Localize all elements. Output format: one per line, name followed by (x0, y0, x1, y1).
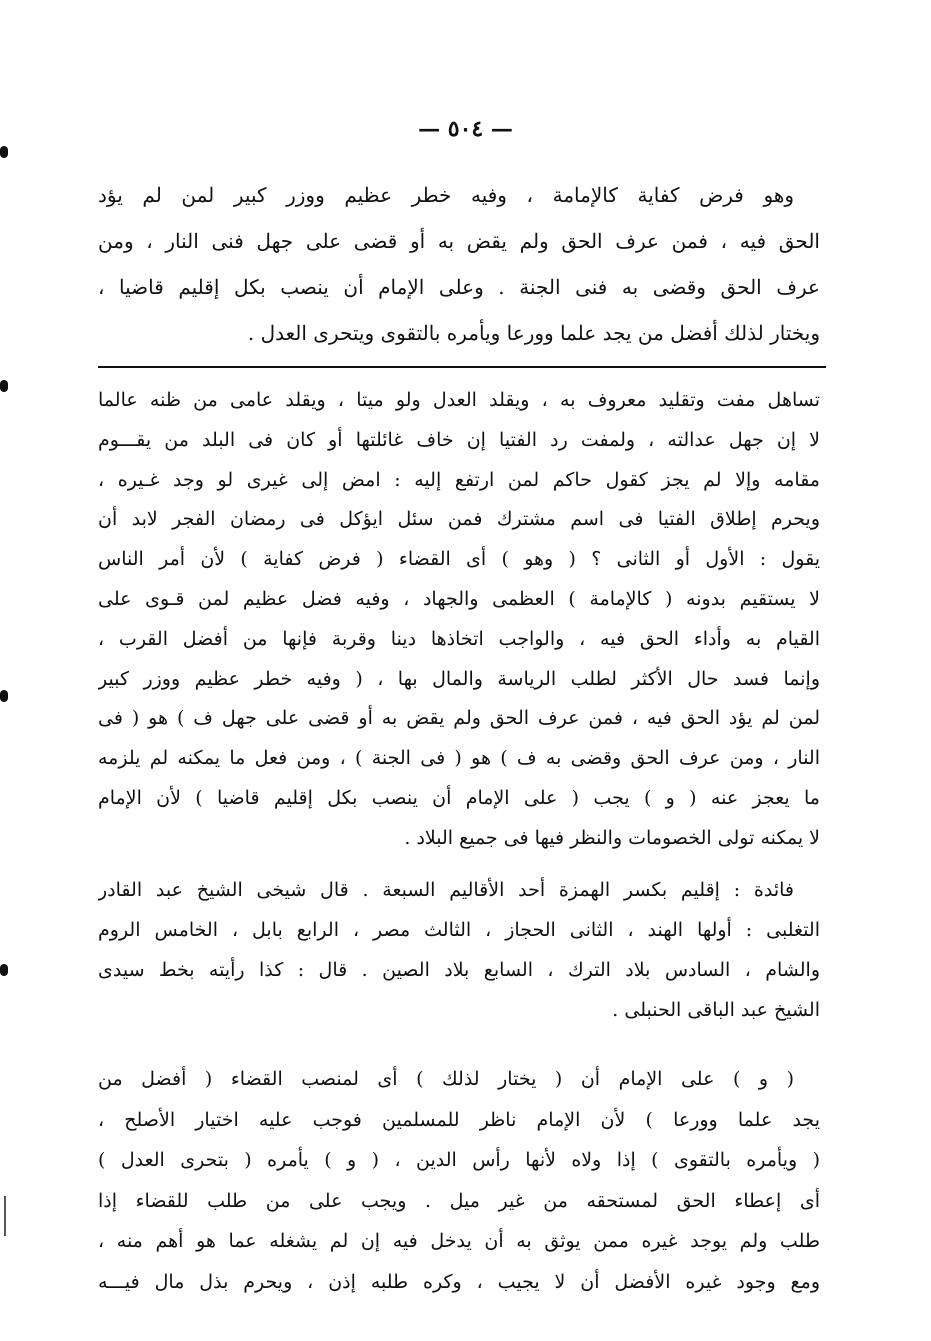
commentary-line: لا يمكنه تولى الخصومات والنظر فيها فى جميع البلاد . (404, 826, 820, 849)
main-text-line: الحق فيه ، فمن عرف الحق ولم يقض به أو قضى على جهل فنى النار ، ومن (98, 229, 820, 253)
commentary-line: القيام به وأداء الحق فيه ، والواجب اتخاذها دينا وقربة فإنها من أفضل القرب ، (98, 627, 820, 650)
commentary-line: لمن لم يؤد الحق فيه ، فمن عرف الحق ولم يقض به أو قضى على جهل ف ) هو ( فى (98, 707, 820, 730)
continuation-line: يجد علما وورعا ) لأن الإمام ناظر للمسلمين فوجب عليه اختيار الأصلح ، (98, 1108, 820, 1131)
margin-mark (0, 964, 8, 976)
continuation-line: ( و ) على الإمام أن ( يختار لذلك ) أى لمنصب القضاء ( أفضل من (98, 1068, 794, 1090)
margin-mark (4, 1196, 6, 1236)
margin-mark (0, 690, 8, 702)
page-number: — ٥٠٤ — (418, 116, 513, 142)
faida-note (98, 870, 820, 1030)
commentary-line: ويحرم إطلاق الفتيا فى اسم مشترك فمن سئل ايؤكل فى رمضان الفجر لابد أن (98, 508, 820, 531)
commentary-text (98, 381, 820, 859)
margin-mark (0, 146, 8, 158)
commentary-line: وإنما فسد حال الأكثر لطلب الرياسة والمال بها ، ( وفيه خطر عظيم ووزر كبير (98, 667, 820, 690)
faida-line: فائدة : إقليم بكسر الهمزة أحد الأقاليم السبعة . قال شيخى الشيخ عبد القادر (98, 879, 794, 901)
faida-line: التغلبى : أولها الهند ، الثانى الحجاز ، الثالث مصر ، الرابع بابل ، الخامس الروم (98, 919, 820, 941)
commentary-line: النار ، ومن عرف الحق وقضى به ف ) هو ( فى الجنة ) ، ومن فعل ما يمكنه لم يلزمه (98, 747, 820, 770)
commentary-line: لا إن جهل عدالته ، ولمفت رد الفتيا إن خاف غائلتها أو كان فى البلد من يقـــوم (98, 428, 820, 451)
margin-mark (0, 380, 8, 392)
continuation-line: ( ويأمره بالتقوى ) إذا ولاه لأنها رأس الدين ، ( و ) يأمره ( بتحرى العدل ) (98, 1149, 820, 1172)
main-text-line: وهو فرض كفاية كالإمامة ، وفيه خطر عظيم ووزر كبير لمن لم يؤد (98, 183, 794, 207)
commentary-line: يقول : الأول أو الثانى ؟ ( وهو ) أى القضاء ( فرض كفاية ) لأن أمر الناس (98, 548, 820, 571)
faida-line: والشام ، السادس بلاد الترك ، السابع بلاد الصين . قال : كذا رأيته بخط سيدى (98, 959, 820, 981)
main-text-line: عرف الحق وقضى به فنى الجنة . وعلى الإمام أن ينصب بكل إقليم قاضيا ، (98, 275, 820, 299)
main-text (98, 172, 820, 356)
commentary-line: ما يعجز عنه ( و ) يجب ( على الإمام أن ينصب بكل إقليم قاضيا ) لأن الإمام (98, 786, 820, 809)
commentary-continuation (98, 1059, 820, 1303)
commentary-line: مقامه وإلا لم يجز كقول حاكم لمن ارتفع إليه : امض إلى غيرى لو وجد غـيره ، (98, 468, 820, 491)
footnote-divider (98, 366, 826, 368)
commentary-line: تساهل مفت وتقليد معروف به ، ويقلد العدل ولو ميتا ، ويقلد عامى من ظنه عالما (98, 389, 820, 411)
commentary-line: لا يستقيم بدونه ( كالإمامة ) العظمى والجهاد ، وفيه فضل عظيم لمن قـوى على (98, 587, 820, 610)
continuation-line: طلب ولم يوجد غيره ممن يوثق به أن يدخل فيه إن لم يشغله عما هو أهم منه ، (98, 1230, 820, 1253)
main-text-line: ويختار لذلك أفضل من يجد علما وورعا ويأمره بالتقوى ويتحرى العدل . (247, 321, 820, 345)
continuation-line: أى إعطاء الحق لمستحقه من غير ميل . ويجب على من طلب للقضاء إذا (98, 1189, 820, 1212)
faida-line: الشيخ عبد الباقى الحنبلى . (612, 999, 820, 1021)
continuation-line: ومع وجود غيره الأفضل أن لا يجيب ، وكره طلبه إذن ، ويحرم بذل مال فيـــه (98, 1270, 820, 1293)
